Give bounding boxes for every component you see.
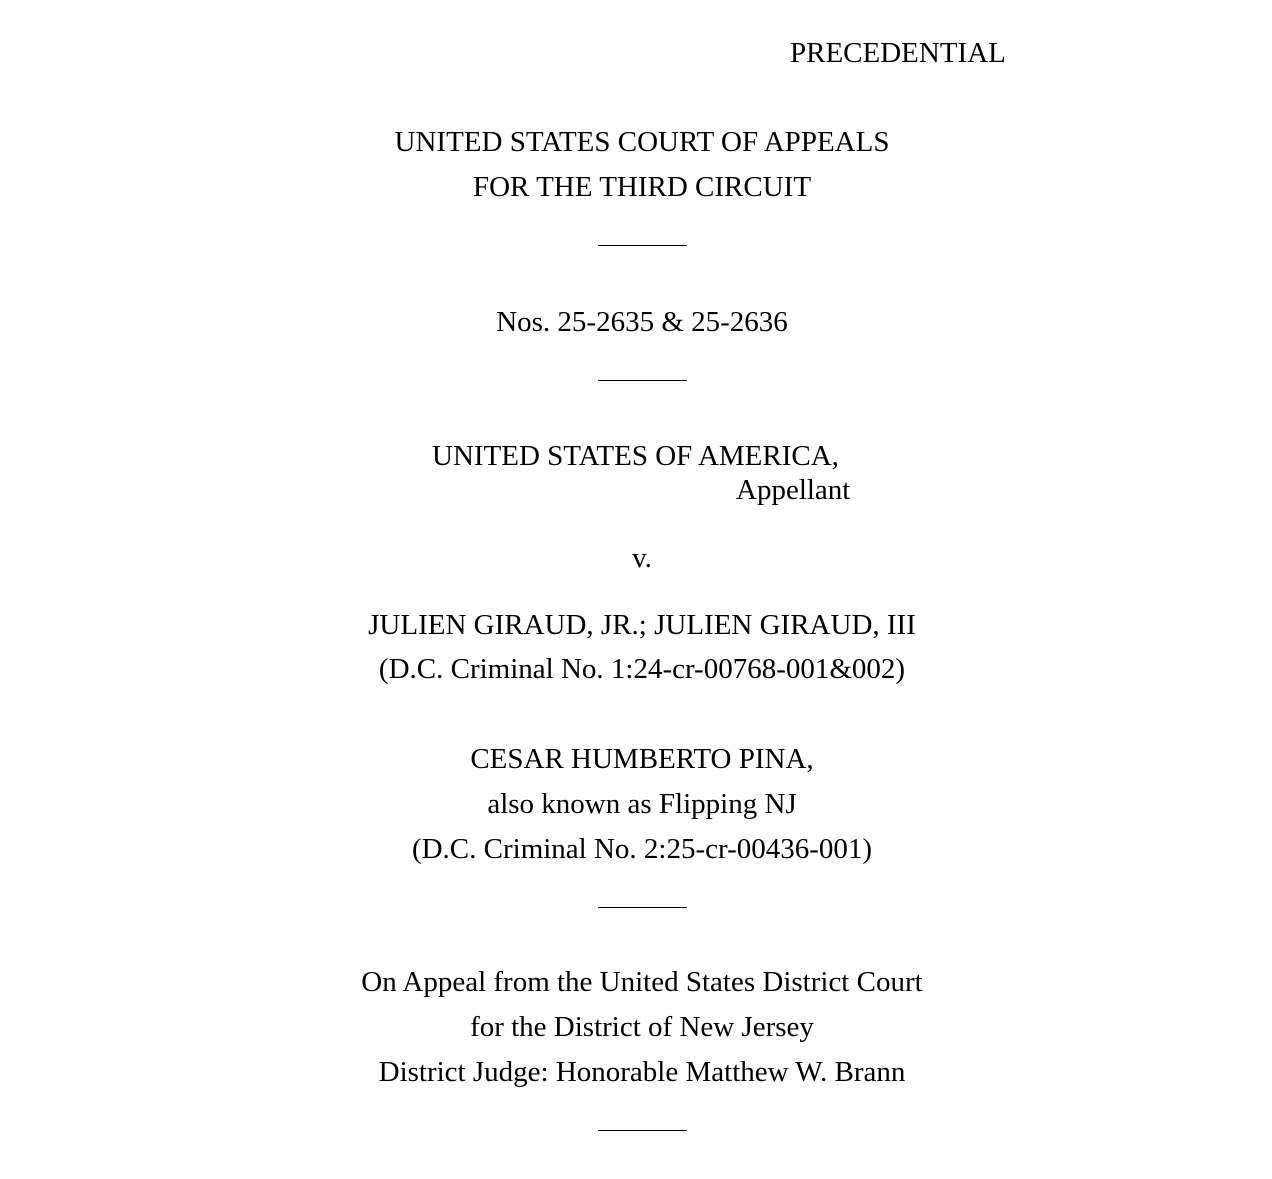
- plaintiff-name: UNITED STATES OF AMERICA,: [432, 440, 839, 472]
- docket-numbers: Nos. 25-2635 & 25-2636: [496, 306, 788, 338]
- district-judge: District Judge: Honorable Matthew W. Brann: [378, 1056, 906, 1088]
- defendant-case-number: (D.C. Criminal No. 2:25-cr-00436-001): [411, 833, 873, 865]
- appeal-district: for the District of New Jersey: [470, 1011, 814, 1043]
- section-divider: [598, 907, 687, 908]
- defendant-names: JULIEN GIRAUD, JR.; JULIEN GIRAUD, III: [368, 609, 916, 641]
- plaintiff-role: Appellant: [736, 474, 851, 506]
- court-name: UNITED STATES COURT OF APPEALS: [394, 126, 890, 158]
- appeal-origin: On Appeal from the United States District Court: [361, 966, 923, 998]
- defendant-alias: also known as Flipping NJ: [487, 788, 797, 820]
- circuit-name: FOR THE THIRD CIRCUIT: [472, 171, 812, 203]
- precedential-label: PRECEDENTIAL: [790, 37, 1006, 69]
- defendant-case-number: (D.C. Criminal No. 1:24-cr-00768-001&002): [378, 653, 906, 685]
- section-divider: [598, 380, 687, 381]
- defendant-name: CESAR HUMBERTO PINA,: [470, 743, 814, 775]
- section-divider: [598, 245, 687, 246]
- versus-label: v.: [632, 542, 652, 574]
- section-divider: [598, 1130, 687, 1131]
